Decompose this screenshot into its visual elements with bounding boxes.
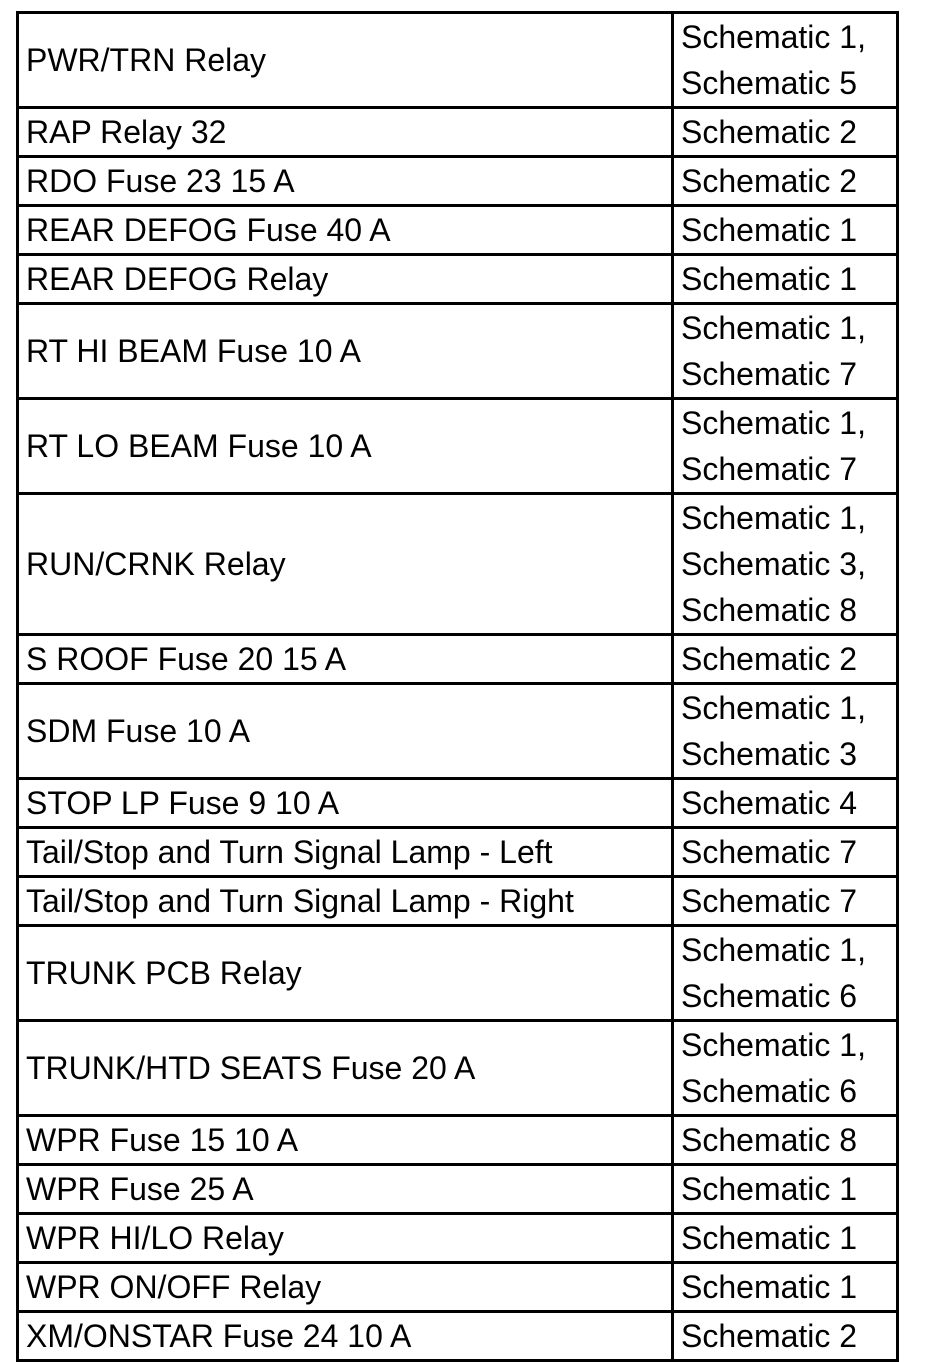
table-row xyxy=(18,635,898,684)
component-name-cell: RDO Fuse 23 15 A xyxy=(18,157,673,206)
schematic-ref: Schematic 8 xyxy=(681,1122,858,1158)
component-name-cell: WPR ON/OFF Relay xyxy=(18,1263,673,1312)
component-name-cell: WPR Fuse 15 10 A xyxy=(18,1116,673,1165)
schematic-ref: Schematic 2 xyxy=(681,163,858,199)
component-name-cell: RUN/CRNK Relay xyxy=(18,494,673,635)
table-row xyxy=(18,1165,898,1214)
schematic-ref: Schematic 1 xyxy=(681,212,858,248)
table-row xyxy=(18,926,898,1021)
schematic-ref-cell xyxy=(673,779,898,828)
schematic-ref-cell xyxy=(673,877,898,926)
component-name-cell: REAR DEFOG Fuse 40 A xyxy=(18,206,673,255)
schematic-ref: Schematic 8 xyxy=(681,592,858,628)
component-name-cell: PWR/TRN Relay xyxy=(18,13,673,108)
component-name-cell: STOP LP Fuse 9 10 A xyxy=(18,779,673,828)
schematic-ref: Schematic 3, xyxy=(681,546,866,582)
schematic-ref: Schematic 7 xyxy=(681,883,858,919)
schematic-ref-cell xyxy=(673,828,898,877)
component-name-cell: WPR Fuse 25 A xyxy=(18,1165,673,1214)
table-row xyxy=(18,684,898,779)
schematic-ref-cell xyxy=(673,494,898,635)
schematic-ref: Schematic 7 xyxy=(681,356,858,392)
table-row xyxy=(18,304,898,399)
schematic-ref-cell xyxy=(673,206,898,255)
schematic-ref: Schematic 2 xyxy=(681,114,858,150)
schematic-ref-cell xyxy=(673,684,898,779)
table-row xyxy=(18,1263,898,1312)
schematic-ref-cell xyxy=(673,304,898,399)
schematic-ref-cell xyxy=(673,635,898,684)
schematic-ref-cell xyxy=(673,399,898,494)
schematic-ref: Schematic 1, xyxy=(681,932,866,968)
table-body xyxy=(18,13,898,1361)
table-row xyxy=(18,13,898,108)
schematic-ref-cell xyxy=(673,1214,898,1263)
schematic-ref: Schematic 1, xyxy=(681,1027,866,1063)
component-name-cell: WPR HI/LO Relay xyxy=(18,1214,673,1263)
component-name-cell: REAR DEFOG Relay xyxy=(18,255,673,304)
component-name-cell: TRUNK PCB Relay xyxy=(18,926,673,1021)
schematic-ref: Schematic 1 xyxy=(681,261,858,297)
schematic-ref: Schematic 1 xyxy=(681,1269,858,1305)
schematic-ref-cell xyxy=(673,926,898,1021)
component-name-cell: XM/ONSTAR Fuse 24 10 A xyxy=(18,1312,673,1361)
table-row xyxy=(18,494,898,635)
table-row xyxy=(18,1312,898,1361)
schematic-ref: Schematic 1, xyxy=(681,690,866,726)
table-row xyxy=(18,255,898,304)
schematic-ref-cell xyxy=(673,1312,898,1361)
schematic-ref: Schematic 7 xyxy=(681,451,858,487)
table-row xyxy=(18,1214,898,1263)
schematic-ref: Schematic 4 xyxy=(681,785,858,821)
schematic-ref-cell xyxy=(673,255,898,304)
table-row xyxy=(18,1116,898,1165)
component-name-cell: RT LO BEAM Fuse 10 A xyxy=(18,399,673,494)
component-schematic-table xyxy=(16,11,899,1362)
component-name-cell: Tail/Stop and Turn Signal Lamp - Right xyxy=(18,877,673,926)
table-row xyxy=(18,1021,898,1116)
schematic-ref: Schematic 1 xyxy=(681,1220,858,1256)
schematic-ref-cell xyxy=(673,13,898,108)
schematic-ref-cell xyxy=(673,108,898,157)
schematic-ref: Schematic 1, xyxy=(681,405,866,441)
schematic-ref-cell xyxy=(673,1165,898,1214)
table-row xyxy=(18,108,898,157)
schematic-ref: Schematic 6 xyxy=(681,1073,858,1109)
component-name-cell: S ROOF Fuse 20 15 A xyxy=(18,635,673,684)
table-row xyxy=(18,877,898,926)
schematic-ref: Schematic 1, xyxy=(681,310,866,346)
schematic-ref-cell xyxy=(673,157,898,206)
table-row xyxy=(18,828,898,877)
table-row xyxy=(18,206,898,255)
component-name-cell: SDM Fuse 10 A xyxy=(18,684,673,779)
component-name-cell: RT HI BEAM Fuse 10 A xyxy=(18,304,673,399)
schematic-ref: Schematic 7 xyxy=(681,834,858,870)
schematic-ref: Schematic 1 xyxy=(681,1171,858,1207)
component-name-cell: Tail/Stop and Turn Signal Lamp - Left xyxy=(18,828,673,877)
component-name-cell: TRUNK/HTD SEATS Fuse 20 A xyxy=(18,1021,673,1116)
schematic-ref: Schematic 1, xyxy=(681,500,866,536)
schematic-ref-cell xyxy=(673,1021,898,1116)
schematic-ref-cell xyxy=(673,1116,898,1165)
schematic-ref: Schematic 3 xyxy=(681,736,858,772)
schematic-ref: Schematic 6 xyxy=(681,978,858,1014)
table-row xyxy=(18,399,898,494)
schematic-ref: Schematic 5 xyxy=(681,65,858,101)
schematic-ref-cell xyxy=(673,1263,898,1312)
table-row xyxy=(18,157,898,206)
schematic-ref: Schematic 2 xyxy=(681,641,858,677)
schematic-ref: Schematic 2 xyxy=(681,1318,858,1354)
component-name-cell: RAP Relay 32 xyxy=(18,108,673,157)
schematic-ref: Schematic 1, xyxy=(681,19,866,55)
table-row xyxy=(18,779,898,828)
